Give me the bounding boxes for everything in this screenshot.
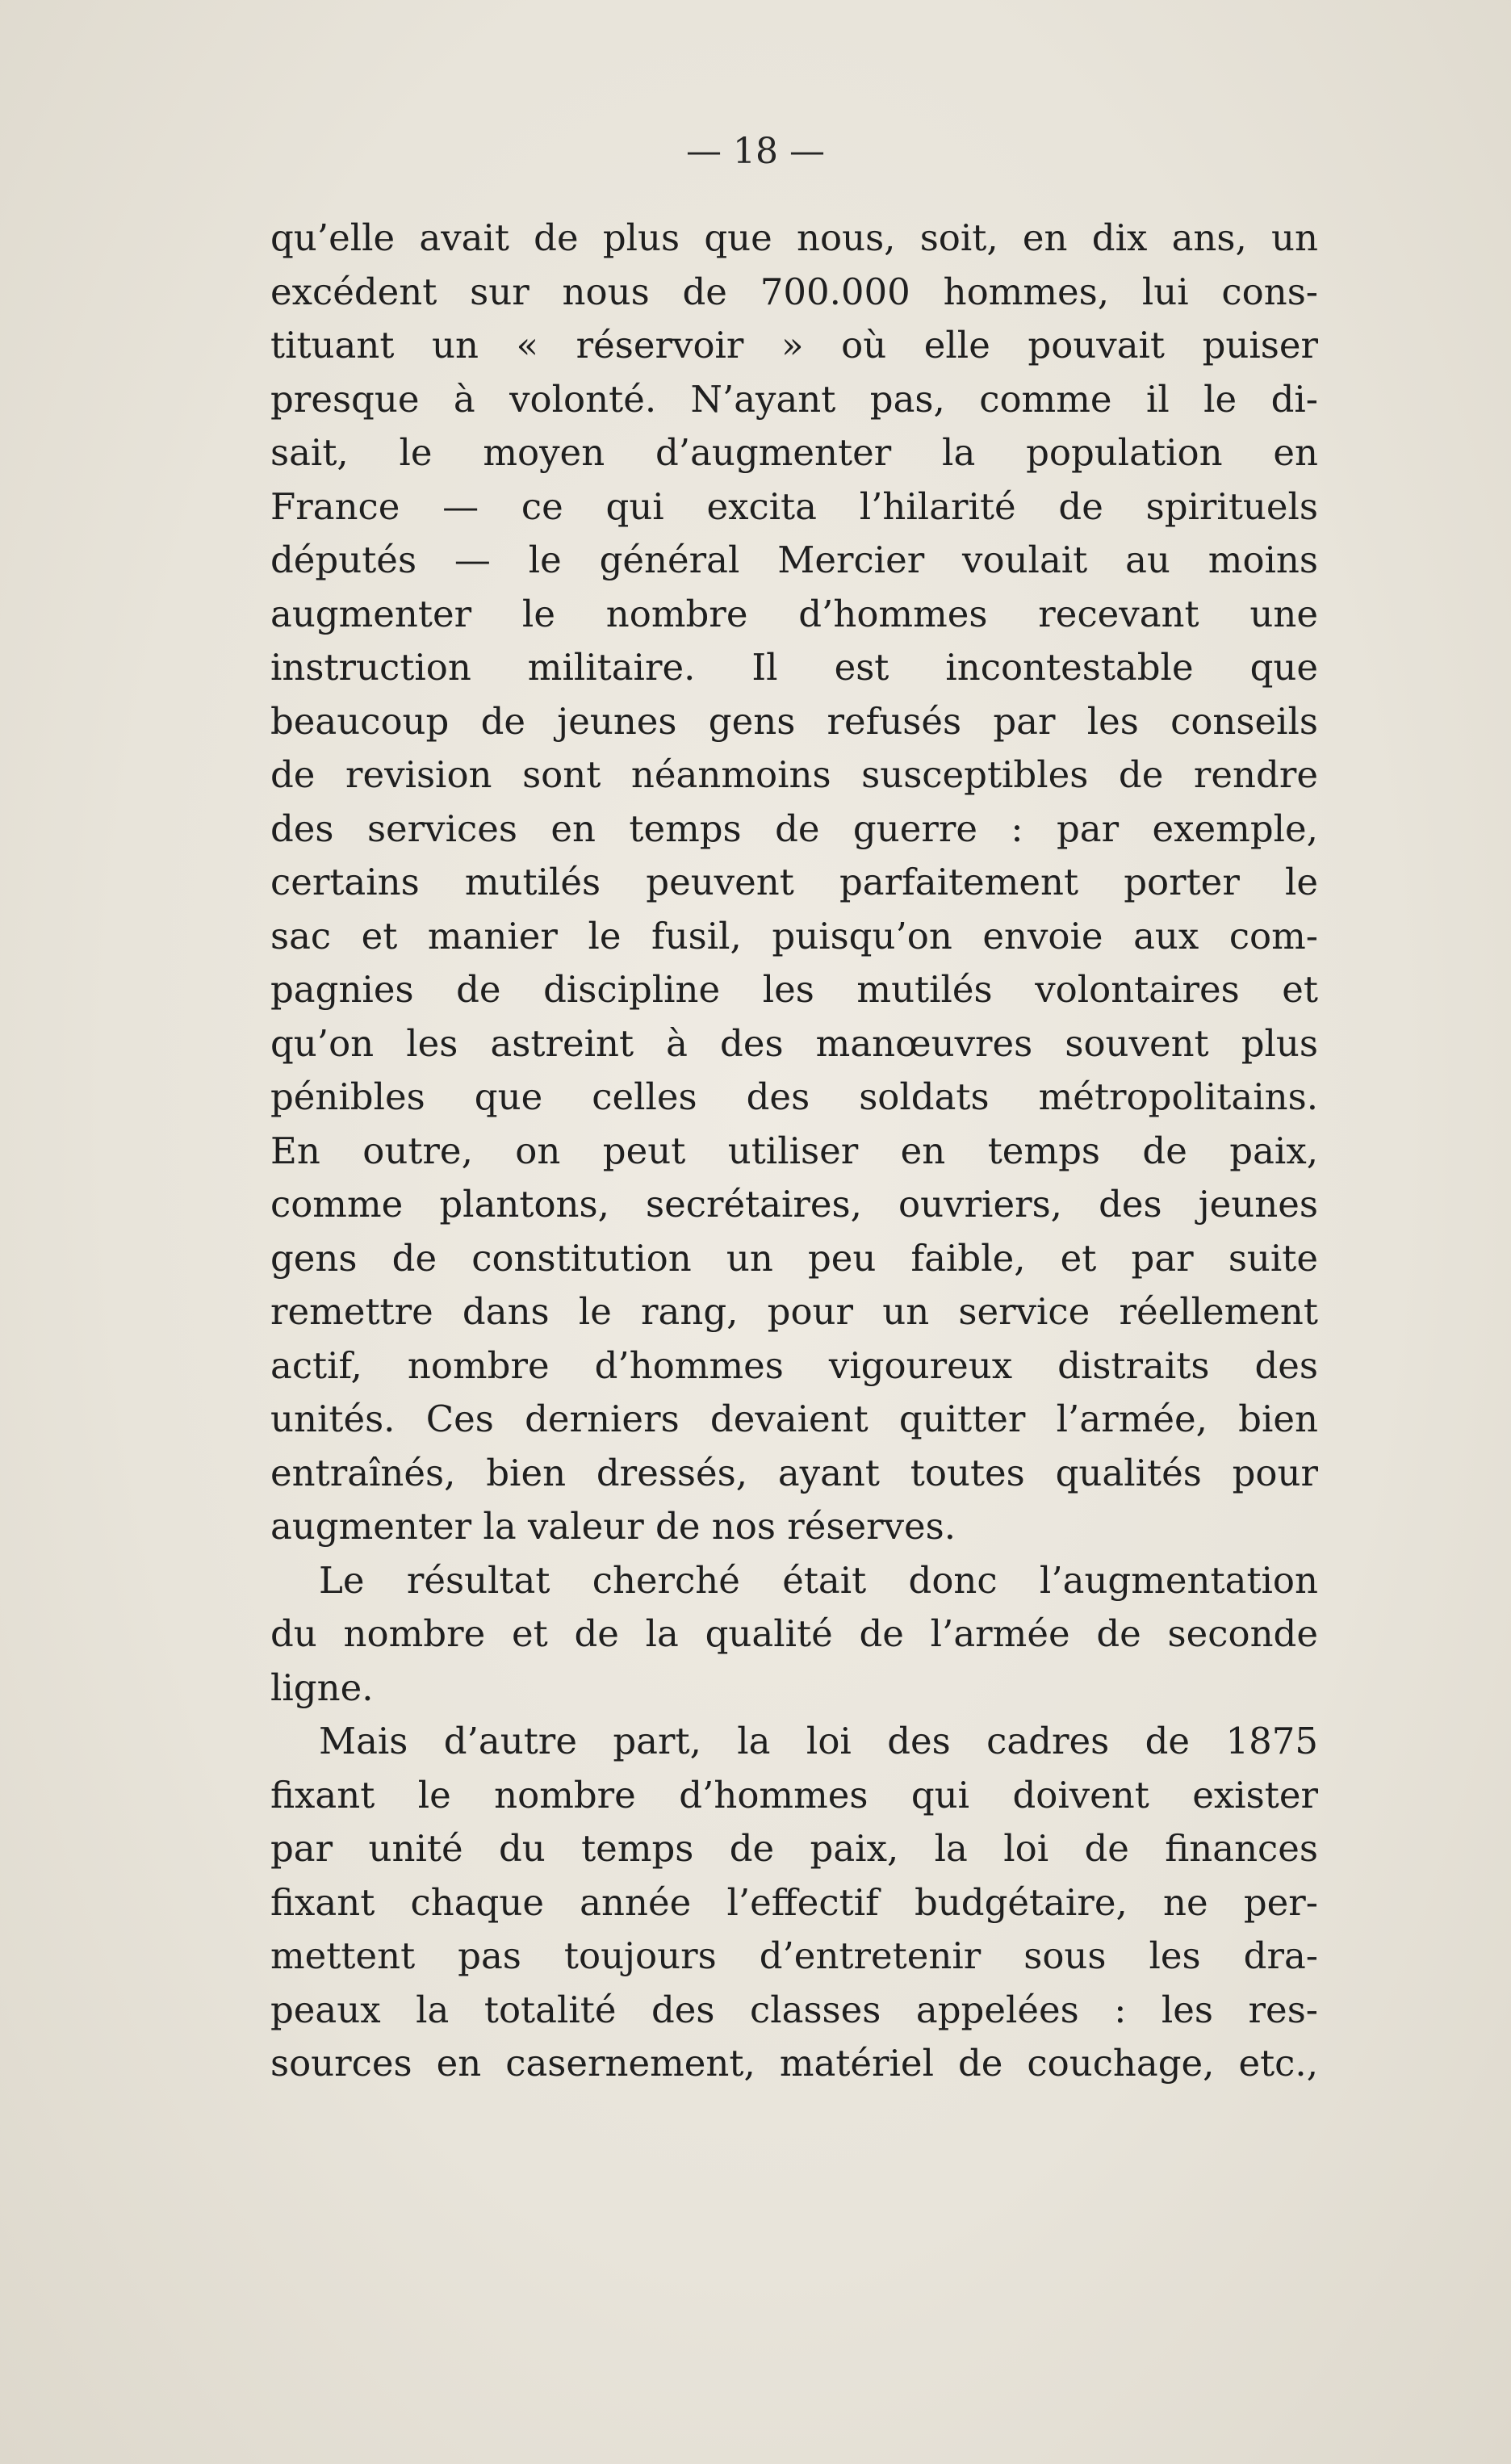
text-line: fixant chaque année l’effectif budgétaire, ne per- xyxy=(270,1880,1318,1924)
text-line: sait, le moyen d’augmenter la population en xyxy=(270,431,1318,474)
text-line: certains mutilés peuvent parfaitement porter le xyxy=(270,861,1318,903)
text-line: fixant le nombre d’hommes qui doivent exister xyxy=(270,1773,1318,1817)
text-line: par unité du temps de paix, la loi de finances xyxy=(270,1827,1318,1870)
text-line: Mais d’autre part, la loi des cadres de 1875 xyxy=(319,1720,1318,1762)
page-number: — 18 — xyxy=(686,131,825,172)
text-line: unités. Ces derniers devaient quitter l’armée, bien xyxy=(270,1398,1318,1440)
text-line: pagnies de discipline les mutilés volontaires et xyxy=(270,968,1318,1011)
body-text xyxy=(270,212,1318,2091)
text-line: du nombre et de la qualité de l’armée de seconde xyxy=(270,1612,1318,1655)
text-line: gens de constitution un peu faible, et par suite xyxy=(270,1236,1318,1280)
text-line: presque à volonté. N’ayant pas, comme il le di- xyxy=(270,377,1318,421)
text-line: sources en casernement, matériel de couchage, etc., xyxy=(270,2042,1318,2085)
text-line: instruction militaire. Il est incontestable que xyxy=(270,646,1318,689)
text-line: entraînés, bien dressés, ayant toutes qualités pour xyxy=(270,1451,1318,1494)
text-line: qu’elle avait de plus que nous, soit, en dix ans, un xyxy=(270,216,1318,259)
text-line: actif, nombre d’hommes vigoureux distraits des xyxy=(270,1343,1318,1387)
text-line: de revision sont néanmoins susceptibles de rendre xyxy=(270,753,1318,796)
text-line: En outre, on peut utiliser en temps de paix, xyxy=(270,1129,1318,1172)
text-line: ligne. xyxy=(270,1666,374,1709)
text-line: France — ce qui excita l’hilarité de spirituels xyxy=(270,484,1318,528)
text-line: pénibles que celles des soldats métropolitains. xyxy=(270,1075,1318,1118)
text-line: beaucoup de jeunes gens refusés par les conseils xyxy=(270,699,1318,743)
text-line: sac et manier le fusil, puisqu’on envoie aux com- xyxy=(270,914,1318,958)
text-line: excédent sur nous de 700.000 hommes, lui cons- xyxy=(270,270,1318,313)
text-line: qu’on les astreint à des manœuvres souvent plus xyxy=(270,1021,1318,1065)
text-line: augmenter le nombre d’hommes recevant une xyxy=(270,592,1318,635)
text-line: mettent pas toujours d’entretenir sous les dra- xyxy=(270,1934,1318,1977)
text-line: comme plantons, secrétaires, ouvriers, des jeunes xyxy=(270,1183,1318,1226)
text-line: des services en temps de guerre : par exemple, xyxy=(270,807,1318,850)
text-line: Le résultat cherché était donc l’augmentation xyxy=(319,1558,1318,1602)
text-line: députés — le général Mercier voulait au moins xyxy=(270,538,1318,581)
text-line: tituant un « réservoir » où elle pouvait puiser xyxy=(270,324,1318,367)
text-line: peaux la totalité des classes appelées : les res- xyxy=(270,1988,1318,2031)
text-line: augmenter la valeur de nos réserves. xyxy=(270,1505,956,1548)
text-line: remettre dans le rang, pour un service réellement xyxy=(270,1290,1318,1333)
